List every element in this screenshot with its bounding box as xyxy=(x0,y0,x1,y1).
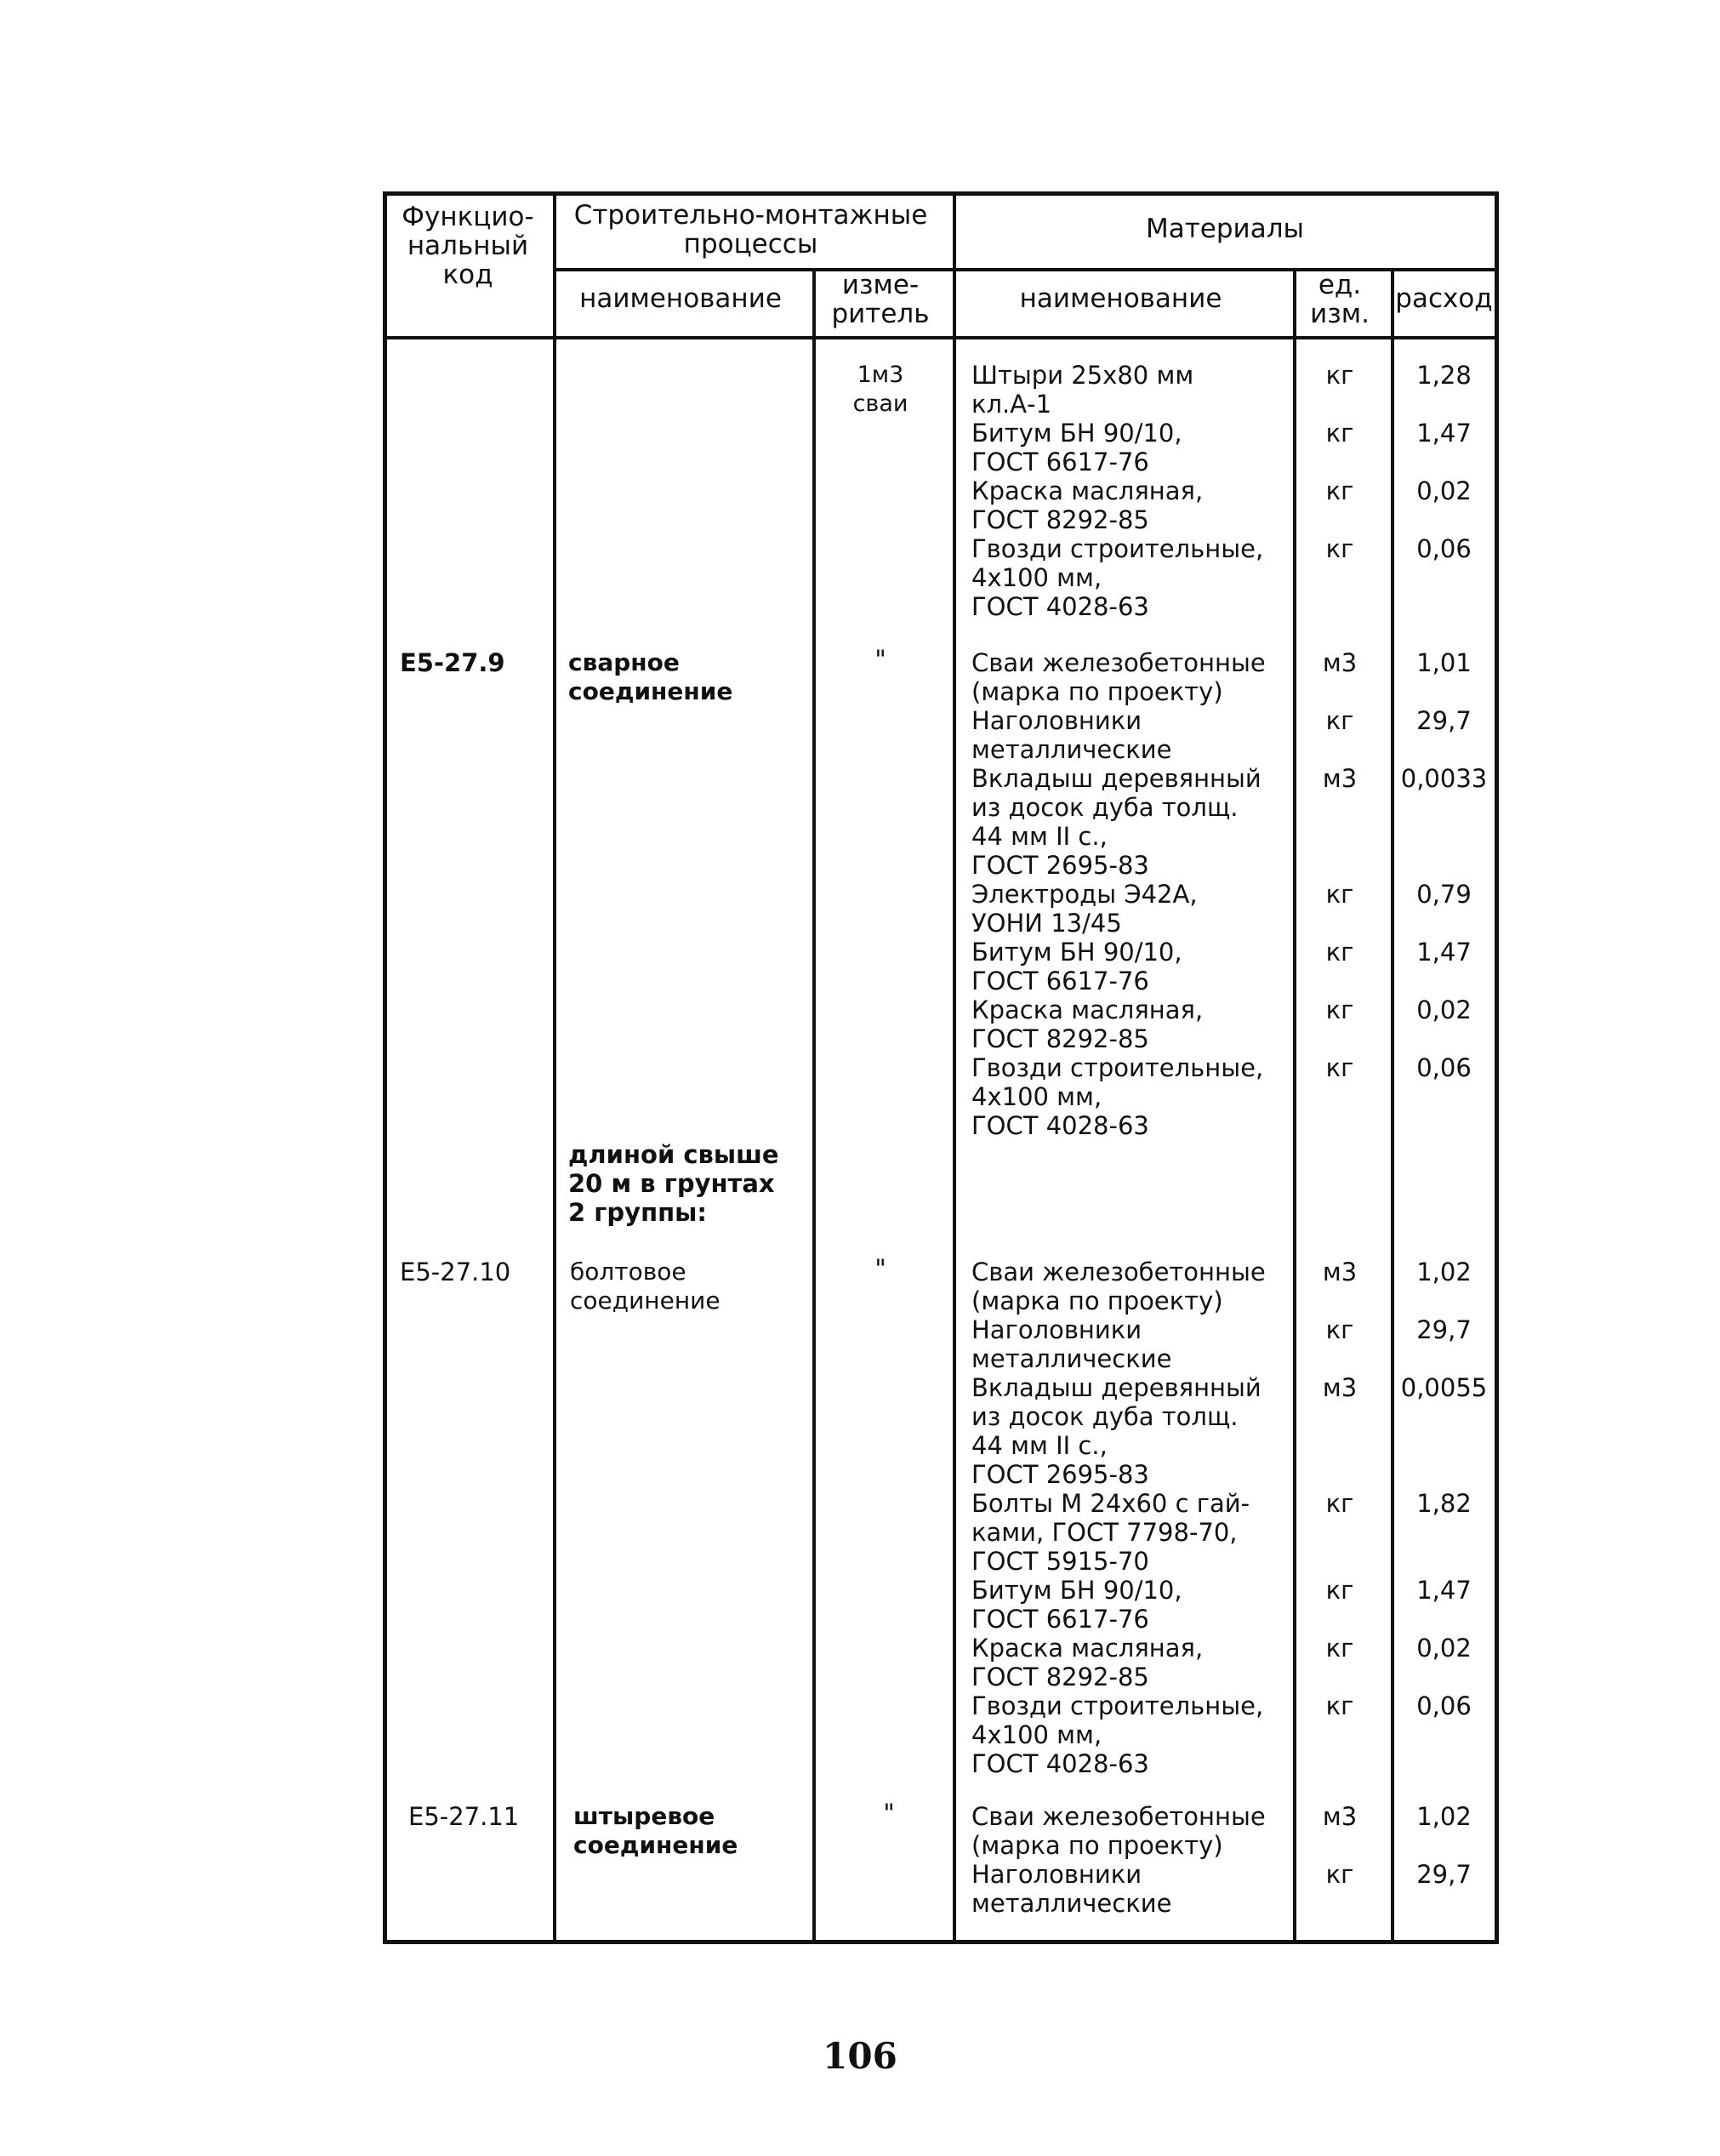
block2-process: болтовое соединение xyxy=(570,1258,720,1315)
material-unit: кг xyxy=(1325,361,1354,390)
header-func-code: Функцио- нальный код xyxy=(402,202,534,290)
material-qty: 29,7 xyxy=(1416,706,1472,735)
material-unit: кг xyxy=(1325,706,1354,735)
material-unit: м3 xyxy=(1322,1258,1358,1286)
material-qty: 0,06 xyxy=(1416,1053,1472,1082)
material-qty: 0,06 xyxy=(1416,534,1472,563)
material-unit: м3 xyxy=(1322,1802,1358,1831)
header-process-unit: изме- ритель xyxy=(831,270,930,329)
material-qty: 1,47 xyxy=(1416,1576,1472,1605)
block2-unit: " xyxy=(874,1254,886,1283)
block3-code: Е5-27.11 xyxy=(408,1802,520,1831)
header-processes: Строительно-монтажные процессы xyxy=(573,200,928,260)
block1-process: сварное соединение xyxy=(568,648,733,705)
header-bottom-line xyxy=(387,336,1495,339)
material-name: Краска масляная, ГОСТ 8292-85 xyxy=(971,995,1204,1053)
material-qty: 29,7 xyxy=(1416,1315,1472,1344)
column-divider xyxy=(812,268,816,1940)
material-unit: кг xyxy=(1325,938,1354,967)
column-divider xyxy=(953,196,956,1940)
material-unit: м3 xyxy=(1322,1373,1358,1402)
material-unit: кг xyxy=(1325,1691,1354,1720)
header-material-name: наименование xyxy=(1019,283,1222,314)
material-name: Штыри 25х80 мм кл.А-1 xyxy=(971,361,1194,419)
material-name: Гвозди строительные, 4х100 мм, ГОСТ 4028-63 xyxy=(971,1691,1264,1778)
material-unit: кг xyxy=(1325,534,1354,563)
material-qty: 1,01 xyxy=(1416,648,1472,677)
material-name: Вкладыш деревянный из досок дуба толщ. 44 мм II с., ГОСТ 2695-83 xyxy=(971,1373,1262,1489)
block3-process: штыревое соединение xyxy=(573,1802,738,1859)
page-number: 106 xyxy=(823,2035,897,2077)
material-unit: м3 xyxy=(1322,648,1358,677)
material-name: Гвозди строительные, 4х100 мм, ГОСТ 4028-63 xyxy=(971,1053,1264,1140)
material-qty: 0,02 xyxy=(1416,995,1472,1024)
material-name: Сваи железобетонные (марка по проекту) xyxy=(971,648,1266,706)
material-unit: кг xyxy=(1325,995,1354,1024)
material-name: Гвозди строительные, 4х100 мм, ГОСТ 4028-63 xyxy=(971,534,1264,621)
column-divider xyxy=(553,196,556,1940)
material-name: Наголовники металлические xyxy=(971,1860,1172,1918)
header-material-unit: ед. изм. xyxy=(1310,270,1370,329)
material-name: Сваи железобетонные (марка по проекту) xyxy=(971,1258,1266,1315)
material-name: Битум БН 90/10, ГОСТ 6617-76 xyxy=(971,419,1182,476)
block1-code: Е5-27.9 xyxy=(400,648,505,677)
material-name: Краска масляная, ГОСТ 8292-85 xyxy=(971,476,1204,534)
header-process-name: наименование xyxy=(579,283,782,314)
material-name: Сваи железобетонные (марка по проекту) xyxy=(971,1802,1266,1860)
material-name: Краска масляная, ГОСТ 8292-85 xyxy=(971,1634,1204,1691)
material-unit: кг xyxy=(1325,1315,1354,1344)
material-qty: 1,47 xyxy=(1416,419,1472,448)
material-qty: 0,06 xyxy=(1416,1691,1472,1720)
material-unit: кг xyxy=(1325,880,1354,909)
header-material-qty: расход xyxy=(1395,283,1493,314)
material-unit: кг xyxy=(1325,476,1354,505)
block0-unit: 1м3 сваи xyxy=(852,362,908,417)
block3-unit: " xyxy=(883,1799,895,1828)
material-qty: 0,0055 xyxy=(1400,1373,1488,1402)
column-divider xyxy=(1391,268,1394,1940)
material-name: Битум БН 90/10, ГОСТ 6617-76 xyxy=(971,938,1182,995)
header-materials: Материалы xyxy=(1146,214,1304,244)
column-divider xyxy=(1293,268,1296,1940)
material-name: Электроды Э42А, УОНИ 13/45 xyxy=(971,880,1198,938)
material-unit: м3 xyxy=(1322,764,1358,793)
material-name: Наголовники металлические xyxy=(971,706,1172,764)
material-qty: 29,7 xyxy=(1416,1860,1472,1889)
material-name: Вкладыш деревянный из досок дуба толщ. 44 мм II с., ГОСТ 2695-83 xyxy=(971,764,1262,880)
material-unit: кг xyxy=(1325,1489,1354,1518)
material-name: Болты М 24х60 с гай- ками, ГОСТ 7798-70, ГОСТ 5915-70 xyxy=(971,1489,1250,1576)
material-qty: 1,82 xyxy=(1416,1489,1472,1518)
material-qty: 0,79 xyxy=(1416,880,1472,909)
material-unit: кг xyxy=(1325,1576,1354,1605)
material-qty: 1,02 xyxy=(1416,1258,1472,1286)
material-qty: 0,02 xyxy=(1416,1634,1472,1663)
block1-unit: " xyxy=(874,645,886,674)
material-unit: кг xyxy=(1325,1053,1354,1082)
material-qty: 1,28 xyxy=(1416,361,1472,390)
material-qty: 0,0033 xyxy=(1400,764,1488,793)
block2-code: Е5-27.10 xyxy=(400,1258,511,1286)
material-unit: кг xyxy=(1325,1634,1354,1663)
material-qty: 0,02 xyxy=(1416,476,1472,505)
material-unit: кг xyxy=(1325,1860,1354,1889)
material-name: Наголовники металлические xyxy=(971,1315,1172,1373)
material-name: Битум БН 90/10, ГОСТ 6617-76 xyxy=(971,1576,1182,1634)
material-unit: кг xyxy=(1325,419,1354,448)
material-qty: 1,02 xyxy=(1416,1802,1472,1831)
group-heading: длиной свыше 20 м в грунтах 2 группы: xyxy=(568,1140,779,1227)
material-qty: 1,47 xyxy=(1416,938,1472,967)
